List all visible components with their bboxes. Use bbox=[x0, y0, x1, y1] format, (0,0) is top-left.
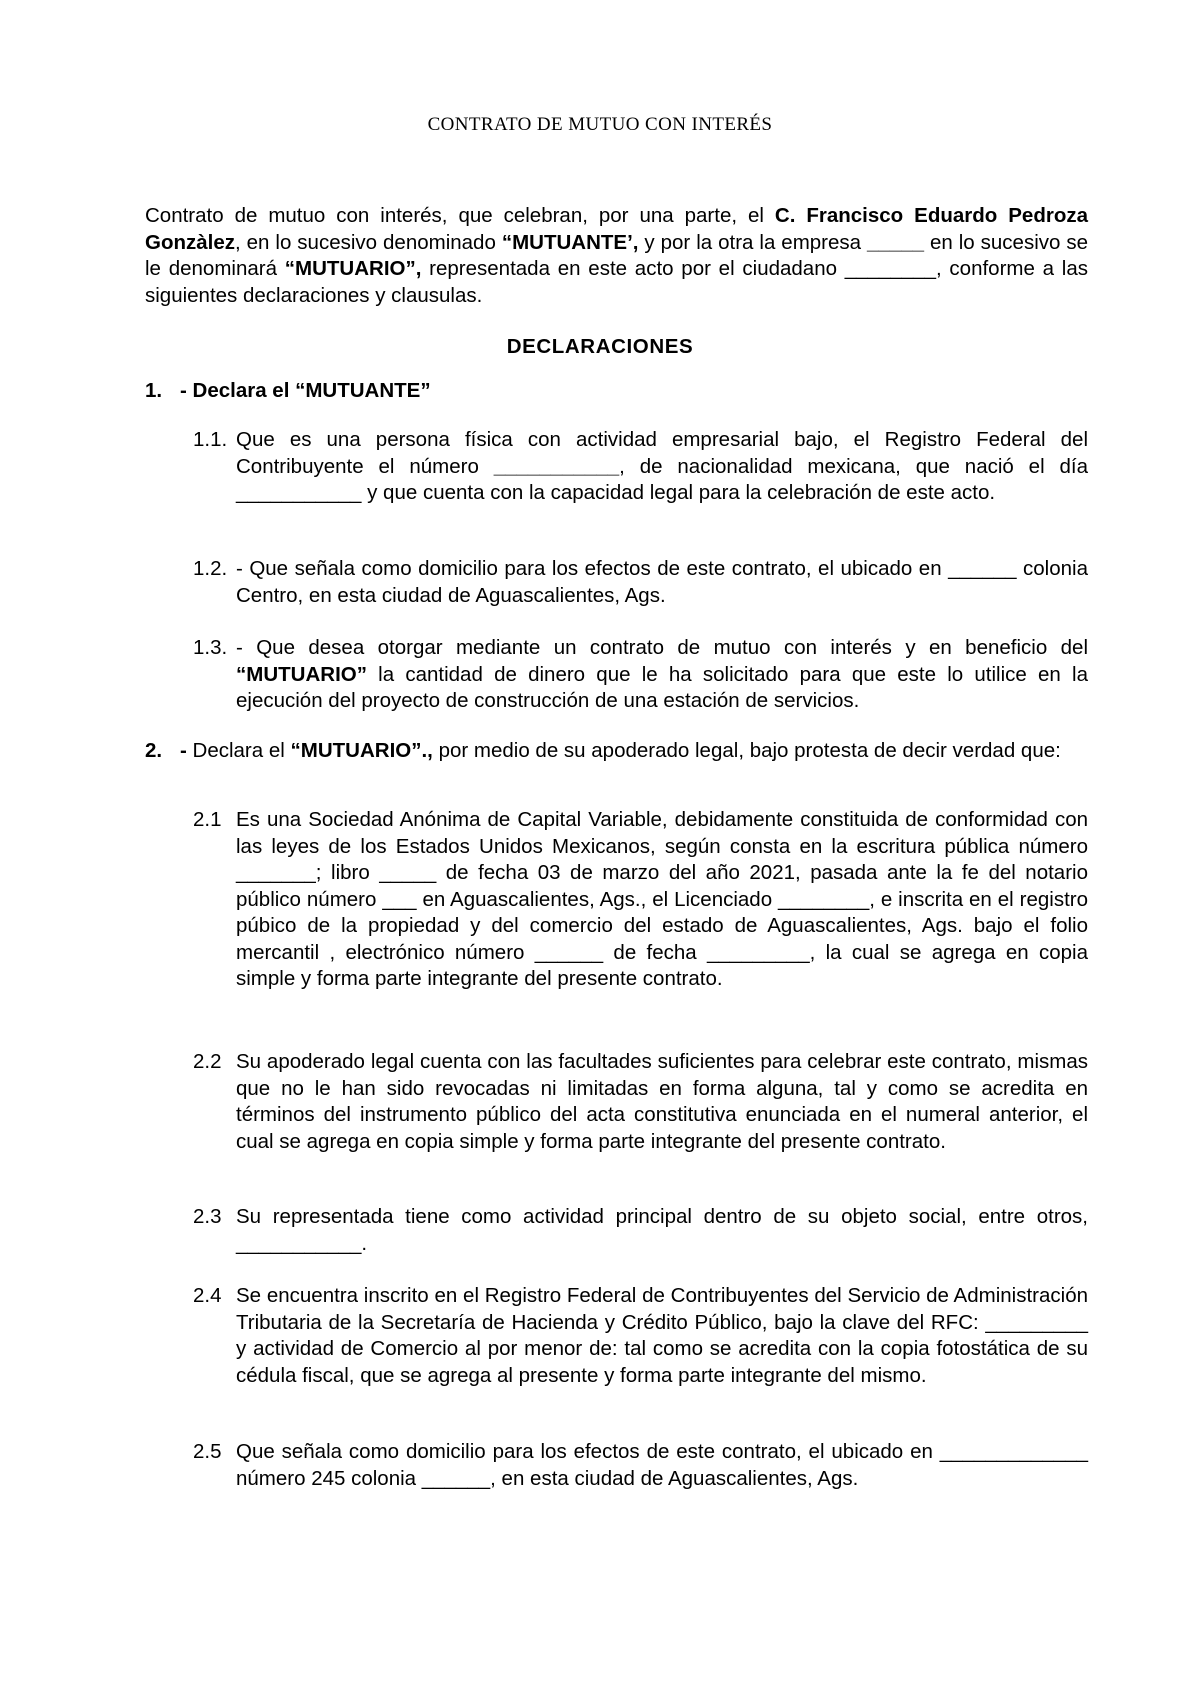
declaraciones-heading: DECLARACIONES bbox=[506, 335, 694, 358]
section-2-heading bbox=[145, 738, 1088, 765]
section-2-number: 2. bbox=[145, 739, 163, 762]
section-1-heading bbox=[145, 378, 1088, 405]
section-1-number: 1. bbox=[145, 379, 163, 402]
clause-2-1 bbox=[193, 807, 1088, 993]
clause-1-3 bbox=[193, 635, 1088, 715]
intro-text-4: en lo sucesivo se le denominará bbox=[145, 230, 1089, 280]
section-2-text: por medio de su apoderado legal, bajo protesta de decir verdad que: bbox=[432, 739, 1061, 762]
clause-text: Es una Sociedad Anónima de Capital Variable, debidamente constituida de conformidad con las leyes de los Estados Unidos Mexicanos, según consta en la escritura pública número _______; libro _____ de fecha 03 de marzo del año 2021, pasada ante la fe del notario público número ___ en Aguascalientes, Ags., el Licenciado ________, e inscrita en el registro púbico de la propiedad y del comercio del estado de Aguascalientes, Ags. bajo el folio mercantil , electrónico número ______ de fecha _________, la cual se agrega en copia simple y forma parte integrante del presente contrato. bbox=[236, 808, 1088, 990]
mutuario-term: “MUTUARIO” bbox=[236, 662, 367, 686]
mutuante-name: C. Francisco Eduardo Pedroza Gonzàlez bbox=[145, 204, 1088, 254]
intro-text-5: representada en este acto por el ciudadano ________, conforme a las siguientes declaraciones y clausulas. bbox=[145, 257, 1088, 307]
clause-text: Se encuentra inscrito en el Registro Federal de Contribuyentes del Servicio de Administración Tributaria de la Secretaría de Hacienda y Crédito Público, bajo la clave del RFC: _________ y actividad de Comercio al por menor de: tal como se acredita con la copia fotostática de su cédula fiscal, que se agrega al presente y forma parte integrante del mismo. bbox=[236, 1284, 1088, 1387]
clause-2-3 bbox=[193, 1204, 1088, 1257]
clause-2-2 bbox=[193, 1049, 1088, 1155]
clause-number: 2.3 bbox=[193, 1205, 222, 1228]
section-1-label: - Declara el “MUTUANTE” bbox=[180, 379, 431, 402]
clause-number: 2.1 bbox=[193, 808, 222, 831]
clause-text: Que señala como domicilio para los efectos de este contrato, el ubicado en _____________ número 245 colonia ______, en esta ciudad de Aguascalientes, Ags. bbox=[236, 1440, 1088, 1490]
clause-number: 2.4 bbox=[193, 1284, 222, 1307]
company-blank: _____ bbox=[867, 230, 925, 254]
clause-text-part: la cantidad de dinero que le ha solicitado para que este lo utilice en la ejecución del proyecto de construcción de una estación de servicios. bbox=[236, 662, 1088, 712]
section-2-text: Declara el bbox=[186, 739, 291, 762]
clause-number: 2.5 bbox=[193, 1440, 222, 1463]
clause-number: 2.2 bbox=[193, 1050, 222, 1073]
clause-number: 1.2. bbox=[193, 557, 228, 580]
clause-number: 1.1. bbox=[193, 428, 228, 451]
clause-text-part: , de nacionalidad mexicana, que nació el día ___________ y que cuenta con la capacidad legal para la celebración de este acto. bbox=[236, 454, 1088, 504]
section-2-dash: - bbox=[180, 739, 187, 762]
section-2-label bbox=[180, 738, 1088, 765]
clause-2-5 bbox=[193, 1439, 1088, 1492]
intro-text-1: Contrato de mutuo con interés, que celebran, por una parte, el bbox=[145, 204, 775, 227]
intro-text-2: , en lo sucesivo denominado bbox=[235, 230, 502, 254]
clause-text: Su apoderado legal cuenta con las facultades suficientes para celebrar este contrato, mismas que no le han sido revocadas ni limitadas en forma alguna, tal y como se acredita en términos del instrumento público del acta constitutiva enunciada en el numeral anterior, el cual se agrega en copia simple y forma parte integrante del presente contrato. bbox=[236, 1050, 1088, 1153]
clause-text: Su representada tiene como actividad principal dentro de su objeto social, entre otros, ___________. bbox=[236, 1205, 1088, 1255]
mutuante-term: “MUTUANTE’, bbox=[501, 230, 639, 254]
intro-text-3: y por la otra la empresa bbox=[638, 230, 868, 254]
clause-1-1 bbox=[193, 427, 1088, 507]
clause-text: - Que señala como domicilio para los efectos de este contrato, el ubicado en ______ colonia Centro, en esta ciudad de Aguascalientes, Ags. bbox=[236, 557, 1088, 607]
clause-text-part: Que es una persona física con actividad empresarial bajo, el Registro Federal del Contribuyente el número bbox=[236, 428, 1088, 478]
clause-text bbox=[236, 635, 1088, 715]
clause-text-part: - Que desea otorgar mediante un contrato de mutuo con interés y en beneficio del bbox=[236, 636, 1088, 659]
contract-title: CONTRATO DE MUTUO CON INTERÉS bbox=[427, 114, 773, 135]
clause-number: 1.3. bbox=[193, 636, 228, 659]
mutuario-term: “MUTUARIO”, bbox=[284, 257, 422, 280]
intro-paragraph bbox=[145, 203, 1088, 309]
clause-text bbox=[236, 427, 1088, 507]
mutuario-term: “MUTUARIO”., bbox=[290, 739, 433, 762]
clause-1-2 bbox=[193, 556, 1088, 609]
rfc-blank: ___________ bbox=[493, 454, 620, 478]
clause-2-4 bbox=[193, 1283, 1088, 1389]
